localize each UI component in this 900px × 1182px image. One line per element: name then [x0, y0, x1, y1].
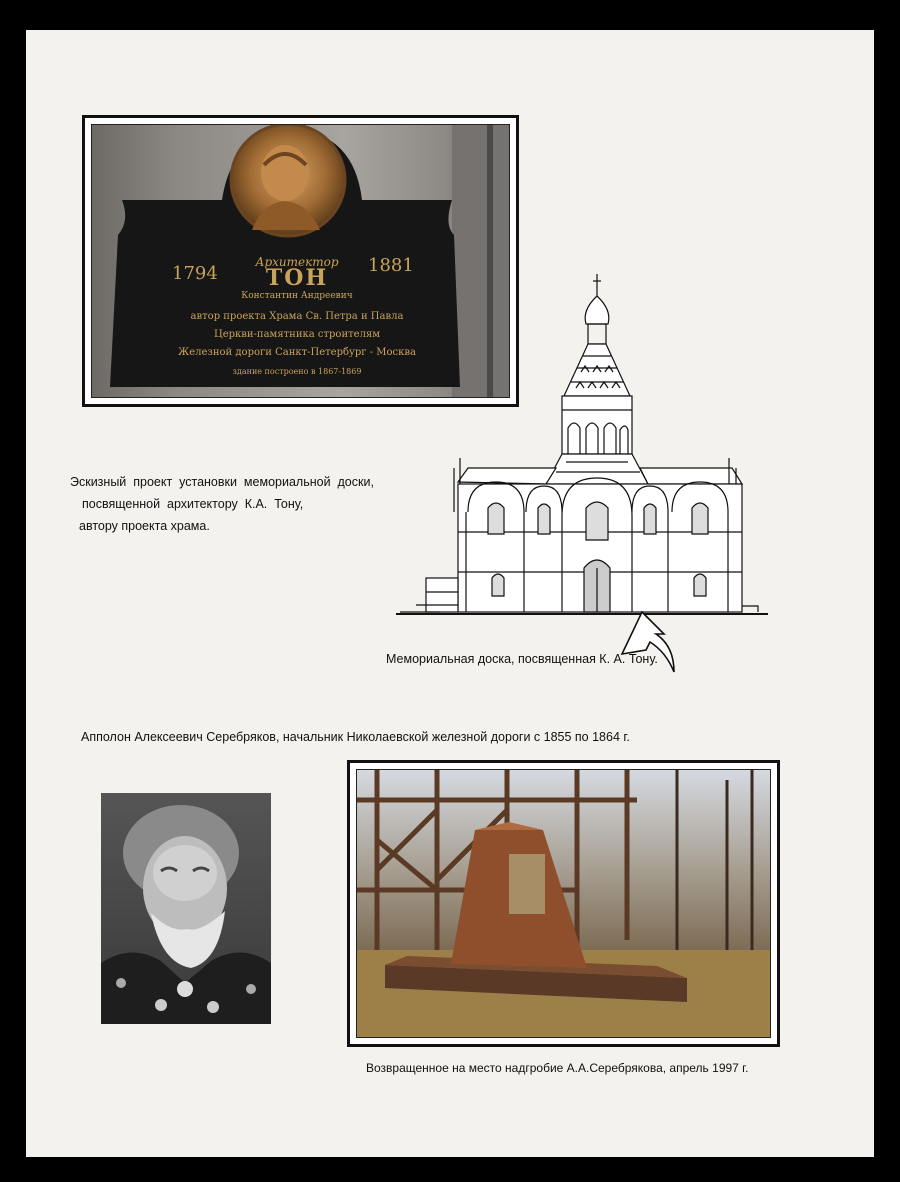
plaque-year-left: 1794: [172, 263, 218, 284]
plaque-sketch-caption-line-1: Эскизный проект установки мемориальной доски,: [70, 475, 374, 489]
plaque-line-1: автор проекта Храма Св. Петра и Павла: [190, 311, 404, 322]
memorial-plaque-caption: Мемориальная доска, посвященная К. А. Тону.: [386, 652, 658, 666]
plaque-line-2: Церкви-памятника строителям: [213, 329, 381, 340]
tombstone-caption: Возвращенное на место надгробие А.А.Серебрякова, апрель 1997 г.: [366, 1061, 749, 1075]
portrait-illustration: [101, 793, 271, 1024]
church-elevation-drawing: [396, 272, 768, 622]
plaque-line-4: здание построено в 1867-1869: [232, 367, 362, 376]
serebryakov-caption: Апполон Алексеевич Серебряков, начальник Николаевской железной дороги с 1855 по 1864 г.: [81, 730, 630, 744]
plaque-sketch-caption-line-3: автору проекта храма.: [79, 519, 210, 533]
plaque-patronymic: Константин Андреевич: [241, 291, 353, 301]
plaque-sketch-caption-line-2: посвященной архитектору К.А. Тону,: [82, 497, 304, 511]
plaque-heading: Архитектор: [255, 255, 339, 269]
plaque-line-3: Железной дороги Санкт-Петербург - Москва: [177, 347, 416, 358]
plaque-year-right: 1881: [368, 255, 414, 276]
tombstone-illustration: [357, 770, 771, 1038]
album-page: [26, 30, 874, 1157]
tombstone-photo: [347, 760, 780, 1047]
plaque-name: ТОН: [265, 265, 329, 291]
plaque-sketch-caption: [70, 471, 400, 537]
serebryakov-portrait-photo: [101, 793, 271, 1024]
